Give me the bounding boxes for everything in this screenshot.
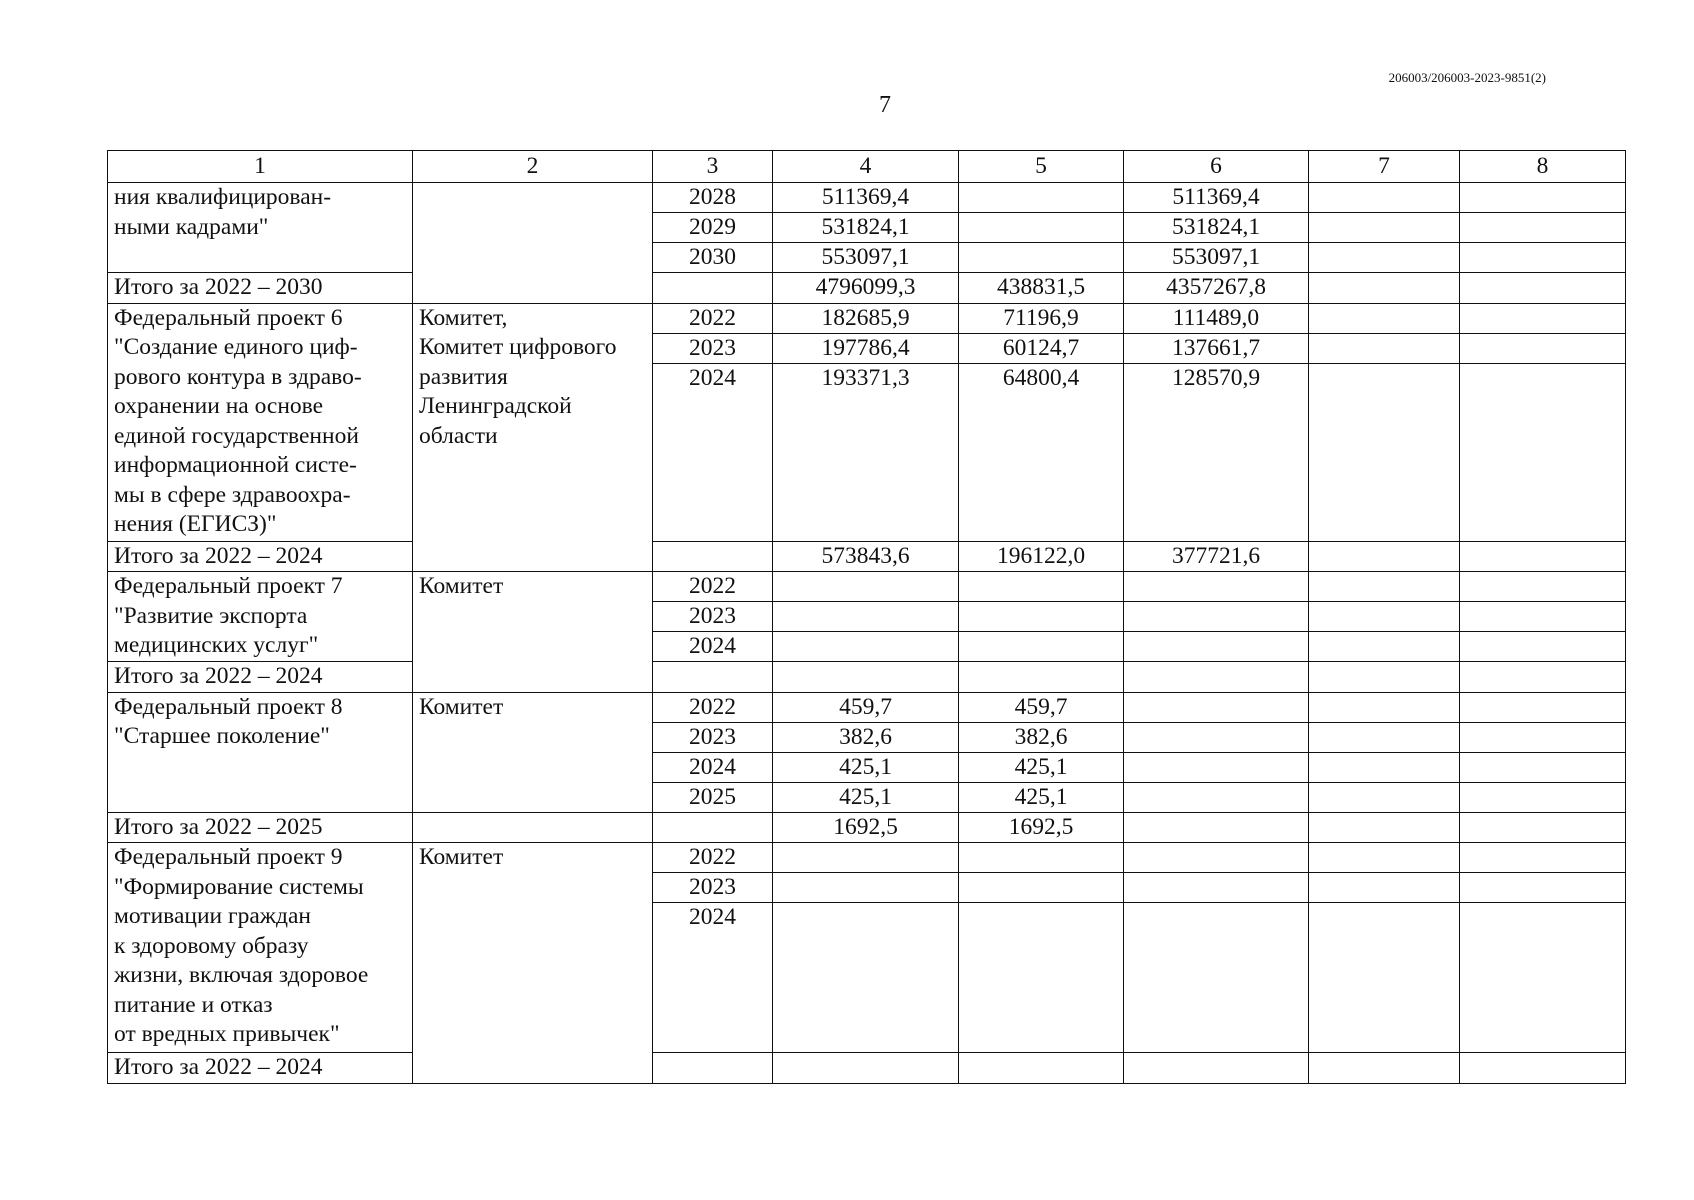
header-row bbox=[108, 151, 1626, 183]
value-cell: 553097,1 bbox=[773, 243, 959, 273]
empty-cell bbox=[1460, 843, 1626, 873]
empty-cell bbox=[1460, 632, 1626, 662]
empty-cell bbox=[1460, 722, 1626, 752]
value-cell bbox=[959, 243, 1124, 273]
empty-cell bbox=[959, 903, 1124, 1053]
empty-cell bbox=[773, 873, 959, 903]
value-cell: 382,6 bbox=[773, 722, 959, 752]
column-header: 7 bbox=[1309, 151, 1460, 183]
table-row bbox=[108, 303, 1626, 333]
empty-cell bbox=[773, 903, 959, 1053]
year-cell: 2025 bbox=[653, 782, 773, 812]
empty-cell bbox=[959, 632, 1124, 662]
empty-cell bbox=[773, 843, 959, 873]
value-cell bbox=[959, 213, 1124, 243]
total-value: 196122,0 bbox=[959, 541, 1124, 572]
empty-cell bbox=[1124, 632, 1309, 662]
empty-cell bbox=[1460, 572, 1626, 602]
value-cell: 64800,4 bbox=[959, 363, 1124, 541]
column-header: 2 bbox=[413, 151, 653, 183]
project-name-cell: Федеральный проект 8 "Старшее поколение" bbox=[108, 692, 413, 812]
column-header: 5 bbox=[959, 151, 1124, 183]
value-cell: 511369,4 bbox=[1124, 183, 1309, 213]
empty-cell bbox=[1309, 1053, 1460, 1084]
year-cell: 2024 bbox=[653, 752, 773, 782]
empty-cell bbox=[1309, 541, 1460, 572]
value-cell: 425,1 bbox=[773, 782, 959, 812]
empty-cell bbox=[1124, 812, 1309, 843]
empty-cell bbox=[959, 602, 1124, 632]
table-row bbox=[108, 183, 1626, 213]
empty-cell bbox=[1309, 243, 1460, 273]
empty-cell bbox=[1309, 363, 1460, 541]
total-value: 438831,5 bbox=[959, 273, 1124, 304]
empty-cell bbox=[1124, 903, 1309, 1053]
empty-cell bbox=[1124, 692, 1309, 722]
year-cell: 2028 bbox=[653, 183, 773, 213]
empty-cell bbox=[773, 572, 959, 602]
table-row bbox=[108, 843, 1626, 873]
value-cell: 553097,1 bbox=[1124, 243, 1309, 273]
empty-cell bbox=[653, 1053, 773, 1084]
empty-cell bbox=[653, 662, 773, 693]
empty-cell bbox=[1124, 602, 1309, 632]
responsible-cell bbox=[413, 183, 653, 304]
value-cell: 382,6 bbox=[959, 722, 1124, 752]
project-name-cell: Федеральный проект 9 "Формирование системы мотивации граждан к здоровому образу жизни, включая здоровое питание и отказ от вредных привычек" bbox=[108, 843, 413, 1053]
empty-cell bbox=[773, 632, 959, 662]
year-cell: 2023 bbox=[653, 602, 773, 632]
empty-cell bbox=[653, 812, 773, 843]
empty-cell bbox=[1309, 782, 1460, 812]
total-value: 377721,6 bbox=[1124, 541, 1309, 572]
empty-cell bbox=[1124, 843, 1309, 873]
column-header: 6 bbox=[1124, 151, 1309, 183]
value-cell: 425,1 bbox=[959, 752, 1124, 782]
value-cell: 128570,9 bbox=[1124, 363, 1309, 541]
empty-cell bbox=[1309, 873, 1460, 903]
empty-cell bbox=[959, 662, 1124, 693]
value-cell: 182685,9 bbox=[773, 303, 959, 333]
empty-cell bbox=[1309, 632, 1460, 662]
year-cell: 2023 bbox=[653, 873, 773, 903]
value-cell: 459,7 bbox=[773, 692, 959, 722]
empty-cell bbox=[1309, 812, 1460, 843]
empty-cell bbox=[1460, 873, 1626, 903]
value-cell: 425,1 bbox=[959, 782, 1124, 812]
page-number: 7 bbox=[879, 92, 891, 118]
column-header: 8 bbox=[1460, 151, 1626, 183]
empty-cell bbox=[1460, 541, 1626, 572]
empty-cell bbox=[1309, 722, 1460, 752]
value-cell: 193371,3 bbox=[773, 363, 959, 541]
empty-cell bbox=[1309, 903, 1460, 1053]
year-cell: 2023 bbox=[653, 722, 773, 752]
value-cell: 425,1 bbox=[773, 752, 959, 782]
year-cell: 2022 bbox=[653, 572, 773, 602]
empty-cell bbox=[1460, 363, 1626, 541]
year-cell: 2022 bbox=[653, 303, 773, 333]
empty-cell bbox=[1124, 1053, 1309, 1084]
year-cell: 2029 bbox=[653, 213, 773, 243]
empty-cell bbox=[1124, 662, 1309, 693]
empty-cell bbox=[653, 541, 773, 572]
empty-cell bbox=[1460, 273, 1626, 304]
column-header: 1 bbox=[108, 151, 413, 183]
total-label: Итого за 2022 – 2024 bbox=[108, 541, 413, 572]
empty-cell bbox=[773, 662, 959, 693]
empty-cell bbox=[1124, 722, 1309, 752]
empty-cell bbox=[1460, 602, 1626, 632]
year-cell: 2024 bbox=[653, 632, 773, 662]
empty-cell bbox=[1309, 183, 1460, 213]
empty-cell bbox=[1309, 662, 1460, 693]
year-cell: 2022 bbox=[653, 843, 773, 873]
year-cell: 2024 bbox=[653, 903, 773, 1053]
empty-cell bbox=[1309, 572, 1460, 602]
empty-cell bbox=[773, 1053, 959, 1084]
project-name-cell: ния квалифицирован- ными кадрами" bbox=[108, 183, 413, 273]
total-row bbox=[108, 273, 1626, 304]
total-row bbox=[108, 812, 1626, 843]
total-label: Итого за 2022 – 2024 bbox=[108, 1053, 413, 1084]
column-header: 4 bbox=[773, 151, 959, 183]
table-row bbox=[108, 692, 1626, 722]
total-row bbox=[108, 1053, 1626, 1084]
value-cell: 137661,7 bbox=[1124, 333, 1309, 363]
empty-cell bbox=[1124, 873, 1309, 903]
responsible-cell: Комитет, Комитет цифрового развития Ленинградской области bbox=[413, 303, 653, 572]
empty-cell bbox=[1460, 812, 1626, 843]
value-cell: 531824,1 bbox=[773, 213, 959, 243]
empty-cell bbox=[959, 1053, 1124, 1084]
value-cell: 531824,1 bbox=[1124, 213, 1309, 243]
total-value: 4796099,3 bbox=[773, 273, 959, 304]
empty-cell bbox=[1124, 572, 1309, 602]
empty-cell bbox=[653, 273, 773, 304]
empty-cell bbox=[773, 602, 959, 632]
empty-cell bbox=[1309, 333, 1460, 363]
empty-cell bbox=[959, 843, 1124, 873]
empty-cell bbox=[1309, 273, 1460, 304]
total-label: Итого за 2022 – 2025 bbox=[108, 812, 413, 843]
total-value: 4357267,8 bbox=[1124, 273, 1309, 304]
responsible-cell: Комитет bbox=[413, 843, 653, 1084]
value-cell: 459,7 bbox=[959, 692, 1124, 722]
empty-cell bbox=[1309, 303, 1460, 333]
value-cell: 60124,7 bbox=[959, 333, 1124, 363]
empty-cell bbox=[1460, 1053, 1626, 1084]
empty-cell bbox=[1460, 303, 1626, 333]
value-cell: 111489,0 bbox=[1124, 303, 1309, 333]
empty-cell bbox=[1309, 213, 1460, 243]
empty-cell bbox=[1460, 692, 1626, 722]
empty-cell bbox=[1460, 213, 1626, 243]
empty-cell bbox=[413, 812, 653, 843]
empty-cell bbox=[1309, 602, 1460, 632]
year-cell: 2024 bbox=[653, 363, 773, 541]
total-value: 573843,6 bbox=[773, 541, 959, 572]
empty-cell bbox=[1124, 752, 1309, 782]
empty-cell bbox=[1460, 183, 1626, 213]
column-header: 3 bbox=[653, 151, 773, 183]
year-cell: 2023 bbox=[653, 333, 773, 363]
empty-cell bbox=[1460, 243, 1626, 273]
empty-cell bbox=[1124, 782, 1309, 812]
total-label: Итого за 2022 – 2024 bbox=[108, 662, 413, 693]
project-name-cell: Федеральный проект 7 "Развитие экспорта медицинских услуг" bbox=[108, 572, 413, 662]
value-cell: 197786,4 bbox=[773, 333, 959, 363]
total-value: 1692,5 bbox=[959, 812, 1124, 843]
year-cell: 2022 bbox=[653, 692, 773, 722]
empty-cell bbox=[1460, 752, 1626, 782]
value-cell bbox=[959, 183, 1124, 213]
empty-cell bbox=[1460, 662, 1626, 693]
empty-cell bbox=[1460, 333, 1626, 363]
empty-cell bbox=[1460, 782, 1626, 812]
empty-cell bbox=[1309, 752, 1460, 782]
total-row bbox=[108, 662, 1626, 693]
empty-cell bbox=[1309, 692, 1460, 722]
value-cell: 71196,9 bbox=[959, 303, 1124, 333]
document-id: 206003/206003-2023-9851(2) bbox=[1388, 70, 1546, 85]
year-cell: 2030 bbox=[653, 243, 773, 273]
empty-cell bbox=[959, 873, 1124, 903]
total-row bbox=[108, 541, 1626, 572]
empty-cell bbox=[959, 572, 1124, 602]
responsible-cell: Комитет bbox=[413, 572, 653, 693]
responsible-cell: Комитет bbox=[413, 692, 653, 812]
table-row bbox=[108, 572, 1626, 602]
project-name-cell: Федеральный проект 6 "Создание единого циф- рового контура в здраво- охранении на основе единой государственной информационной систе- мы в сфере здравоохра- нения (ЕГИСЗ)" bbox=[108, 303, 413, 541]
total-label: Итого за 2022 – 2030 bbox=[108, 273, 413, 304]
empty-cell bbox=[1460, 903, 1626, 1053]
total-value: 1692,5 bbox=[773, 812, 959, 843]
budget-table bbox=[107, 150, 1626, 1084]
value-cell: 511369,4 bbox=[773, 183, 959, 213]
empty-cell bbox=[1309, 843, 1460, 873]
